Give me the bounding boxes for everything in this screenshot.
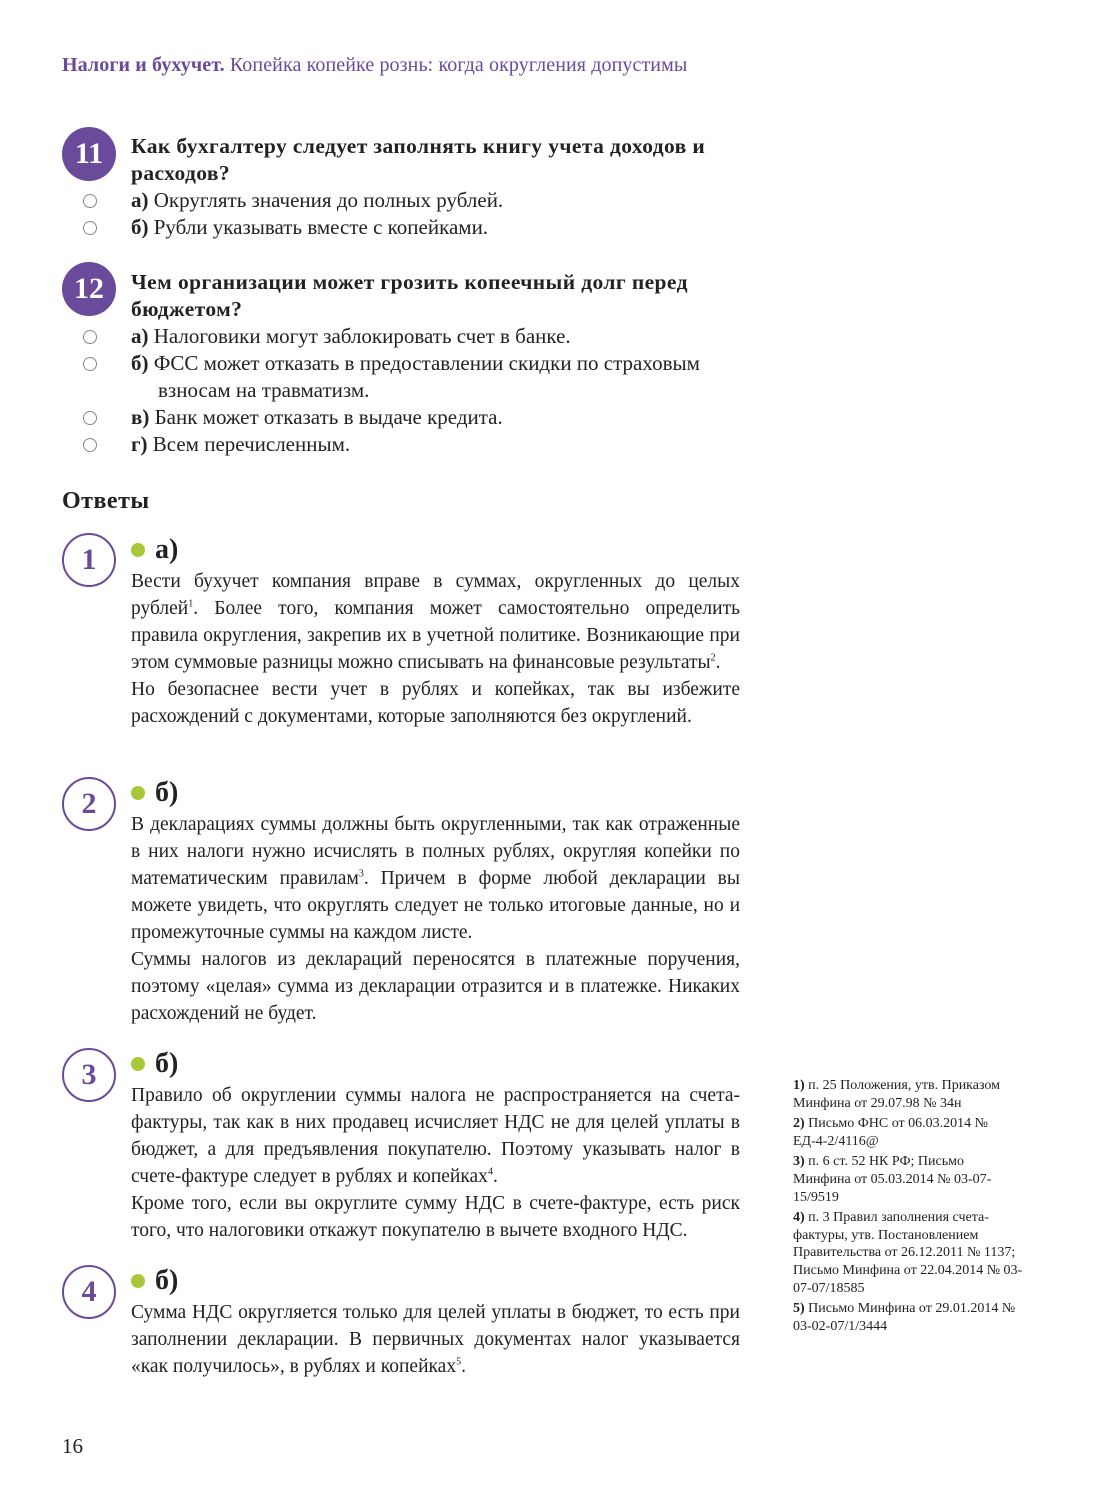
question-title: Как бухгалтеру следует заполнять книгу учета доходов и расходов? [131, 134, 706, 185]
header-title: Копейка копейке рознь: когда округления допустимы [229, 54, 688, 76]
footnote-ref[interactable]: 5 [456, 1356, 462, 1368]
running-header [62, 54, 687, 77]
text: . [461, 1356, 466, 1377]
answer-paragraph [131, 811, 740, 946]
radio-option[interactable] [83, 411, 97, 425]
answer-letter: б) [155, 1048, 179, 1079]
question-option [131, 323, 741, 350]
radio-option[interactable] [83, 221, 97, 235]
footnote-text: п. 6 ст. 52 НК РФ; Письмо Минфина от 05.03.2014 № 03-07-15/9519 [793, 1154, 992, 1205]
page-number: 16 [62, 1434, 83, 1458]
option-text: Рубли указывать вместе с копейками. [153, 215, 489, 239]
answer-heading [131, 1048, 178, 1080]
footnote-number: 2) [793, 1116, 805, 1132]
answer-dot-icon [131, 786, 145, 800]
footnote-number: 3) [793, 1154, 805, 1170]
footnote-number: 4) [793, 1210, 805, 1226]
footnote-number: 1) [793, 1078, 805, 1093]
answer-letter: б) [155, 1265, 179, 1296]
footnote-ref[interactable]: 4 [487, 1166, 493, 1178]
option-text: Банк может отказать в выдаче кредита. [154, 405, 503, 429]
footnote-ref[interactable]: 1 [188, 598, 194, 610]
option-text: Налоговики могут заблокировать счет в банке. [153, 324, 571, 348]
footnote-text: п. 3 Правил заполнения счета-фактуры, утв. Постановлением Правительства от 26.12.2011 № 1137; Письмо Минфина от 22.04.2014 № 03-07-07/18585 [793, 1210, 1023, 1296]
answers-heading: Ответы [62, 488, 150, 514]
option-label: б) [131, 215, 149, 239]
answer-paragraph [131, 1082, 740, 1190]
option-text: Всем перечисленным. [152, 432, 351, 456]
footnote-text: Письмо ФНС от 06.03.2014 № ЕД-4-2/4116@ [793, 1116, 989, 1149]
text: В декларациях суммы должны быть округленными, так как отраженные в них налоги нужно исчислять в полных рублях, округляя копейки по математическим правилам [131, 814, 740, 889]
answer-heading [131, 534, 178, 566]
option-label: б) [131, 351, 149, 375]
answer-number-badge: 4 [62, 1265, 116, 1319]
option-text: ФСС может отказать в предоставлении скидки по страховым взносам на травматизм. [153, 351, 700, 402]
text: . [715, 652, 721, 673]
footnote [793, 1153, 1023, 1206]
answer-number-badge: 2 [62, 777, 116, 831]
answer-number-badge: 3 [62, 1048, 116, 1102]
question-option [131, 214, 741, 241]
footnote [793, 1115, 1023, 1150]
text: Сумма НДС округляется только для целей уплаты в бюджет, то есть при заполнении декларации. В первичных документах налог указывается «как получилось», в рублях и копейках [131, 1302, 740, 1377]
answer-body [131, 1082, 740, 1244]
footnote-ref[interactable]: 3 [358, 868, 364, 880]
header-section: Налоги и бухучет. [62, 54, 225, 76]
option-label: а) [131, 188, 149, 212]
answer-body [131, 811, 740, 1027]
footnote-number: 5) [793, 1301, 805, 1317]
question-title: Чем организации может грозить копеечный долг перед бюджетом? [131, 270, 688, 321]
answer-dot-icon [131, 1057, 145, 1071]
footnote-text: п. 25 Положения, утв. Приказом Минфина от 29.07.98 № 34н [793, 1078, 1001, 1111]
footnote-text: Письмо Минфина от 29.01.2014 № 03-02-07/1/3444 [793, 1301, 1016, 1334]
answer-paragraph: Суммы налогов из деклараций переносятся в платежные поручения, поэтому «целая» сумма из декларации отразится и в платежке. Никаких расхождений не будет. [131, 949, 740, 1024]
radio-option[interactable] [83, 330, 97, 344]
answer-letter: а) [155, 534, 179, 565]
option-text: Округлять значения до полных рублей. [153, 188, 504, 212]
answer-body [131, 1299, 740, 1380]
answer-paragraph [131, 1299, 740, 1380]
answer-letter: б) [155, 777, 179, 808]
text: Вести бухучет компания вправе в суммах, округленных до целых рублей [131, 571, 740, 619]
question-option [131, 350, 768, 404]
question-option [131, 187, 741, 214]
answer-paragraph [131, 568, 740, 676]
answer-heading [131, 777, 178, 809]
text: . Причем в форме любой декларации вы можете увидеть, что округлять следует не только итоговые данные, но и промежуточные суммы на каждом листе. [131, 868, 740, 943]
question-option [131, 404, 741, 431]
footnote [793, 1209, 1023, 1297]
answer-dot-icon [131, 543, 145, 557]
radio-option[interactable] [83, 357, 97, 371]
answer-body [131, 568, 740, 730]
footnote [793, 1300, 1023, 1335]
footnote-ref[interactable]: 2 [710, 652, 716, 664]
option-label: в) [131, 405, 150, 429]
radio-option[interactable] [83, 194, 97, 208]
text: Правило об округлении суммы налога не распространяется на счета-фактуры, так как в них продавец исчисляет НДС не для целей уплаты в бюджет, а для предъявления покупателю. Поэтому указывать налог в счете-фактуре следует в рублях и копейках [131, 1085, 740, 1187]
radio-option[interactable] [83, 438, 97, 452]
answer-paragraph: Кроме того, если вы округлите сумму НДС в счете-фактуре, есть риск того, что налоговики откажут покупателю в вычете входного НДС. [131, 1193, 740, 1241]
question-number-badge: 12 [62, 262, 116, 316]
answer-heading [131, 1265, 178, 1297]
option-label: а) [131, 324, 149, 348]
question-option [131, 431, 741, 458]
answer-dot-icon [131, 1274, 145, 1288]
answer-paragraph: Но безопаснее вести учет в рублях и копейках, так вы избежите расхождений с документами, которые заполняются без округлений. [131, 679, 740, 727]
option-label: г) [131, 432, 148, 456]
question-number-badge: 11 [62, 127, 116, 181]
text: . [492, 1166, 498, 1187]
footnotes [793, 1077, 1023, 1338]
footnote [793, 1077, 1023, 1112]
text: . Более того, компания может самостоятельно определить правила округления, закрепив их в учетной политике. Возникающие при этом суммовые разницы можно списывать на финансовые результаты [131, 598, 740, 673]
answer-number-badge: 1 [62, 533, 116, 587]
